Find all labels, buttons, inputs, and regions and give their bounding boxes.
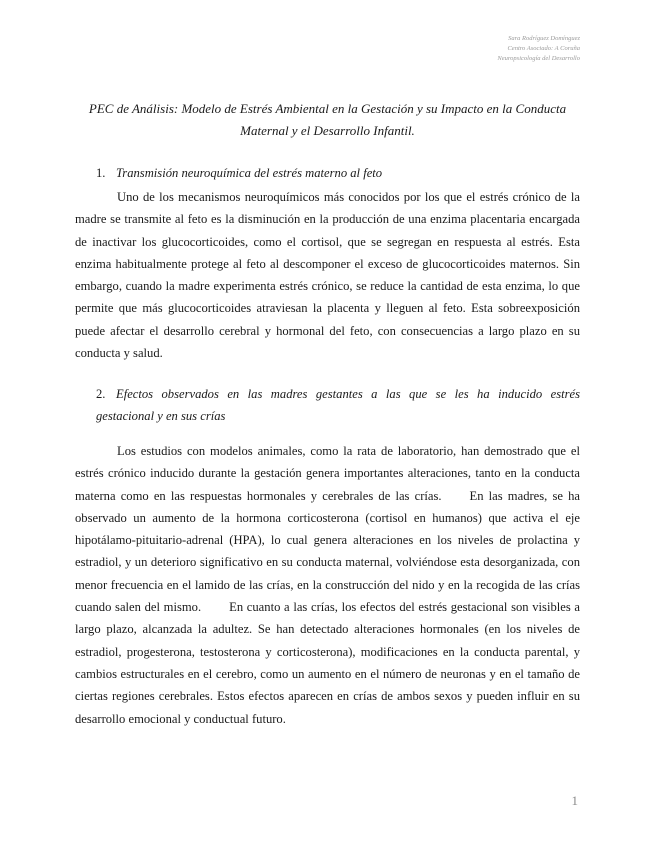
section-1-paragraph: Uno de los mecanismos neuroquímicos más conocidos por los que el estrés crónico de la madre se transmite al feto es la disminución en la producción de una enzima placentaria encargada de inactivar los glucocorticoides, como el cortisol, que se segregan en respuesta al estrés. Esta enzima habitualmente protege al feto al descomponer el exceso de glucocorticoides maternos. Sin embargo, cuando la madre experimenta estrés crónico, se reduce la cantidad de esta enzima, lo que permite que más glucocorticoides atraviesan la placenta y lleguen al feto. Esta sobreexposición puede afectar el desarrollo cerebral y hormonal del feto, con consecuencias a largo plazo en su conducta y salud. [75, 190, 580, 361]
section-2-heading [96, 383, 580, 427]
section-2-paragraph-part1: Los estudios con modelos animales, como la rata de laboratorio, han demostrado que el estrés crónico inducido durante la gestación genera importantes alteraciones, tanto en la conducta materna como en las respuestas hormonales y cerebrales de las crías. [75, 444, 580, 503]
section-2-paragraph-part2: En las madres, se ha observado un aumento de la hormona corticosterona (cortisol en humanos) que activa el eje hipotálamo-pituitario-adrenal (HPA), lo cual genera alteraciones en los niveles de prolactina y estradiol, y un deterioro significativo en su conducta maternal, volviéndose esta desorganizada, con menor frecuencia en el lamido de las crías, en la construcción del nido y en la recogida de las crías cuando salen del mismo. [75, 488, 580, 615]
section-1-number: 1. [96, 166, 106, 180]
page-number: 1 [571, 793, 578, 808]
section-1-heading [96, 162, 580, 184]
section-1-heading-text: Transmisión neuroquímica del estrés materno al feto [116, 166, 383, 180]
section-2-number: 2. [96, 387, 106, 401]
section-2-paragraph-part3: En cuanto a las crías, los efectos del estrés gestacional son visibles a largo plazo, alcanzada la adultez. Se han detectado alteraciones hormonales (en los niveles de estradiol, progesterona, testosterona y corticosterona), modificaciones en la conducta parental, y cambios estructurales en el cerebro, como un aumento en el número de neuronas y en el tamaño de ciertas regiones cerebrales. Estos efectos aparecen en crías de ambos sexos y pueden influir en su desarrollo emocional y conductual futuro. [75, 600, 580, 726]
section-2-heading-line1: Efectos observados en las madres gestantes a las que se les ha inducido estrés [116, 387, 580, 401]
section-2-heading-line2: gestacional y en sus crías [96, 409, 226, 423]
header-center: Centro Asociado: A Coruña [507, 45, 580, 52]
section-2-paragraph [75, 440, 580, 730]
page-header [497, 34, 580, 64]
header-subject: Neuropsicología del Desarrollo [497, 55, 580, 62]
header-author: Sara Rodríguez Domínguez [508, 35, 580, 42]
document-title: PEC de Análisis: Modelo de Estrés Ambiental en la Gestación y su Impacto en la Conducta Maternal y el Desarrollo Infantil. [88, 101, 567, 138]
